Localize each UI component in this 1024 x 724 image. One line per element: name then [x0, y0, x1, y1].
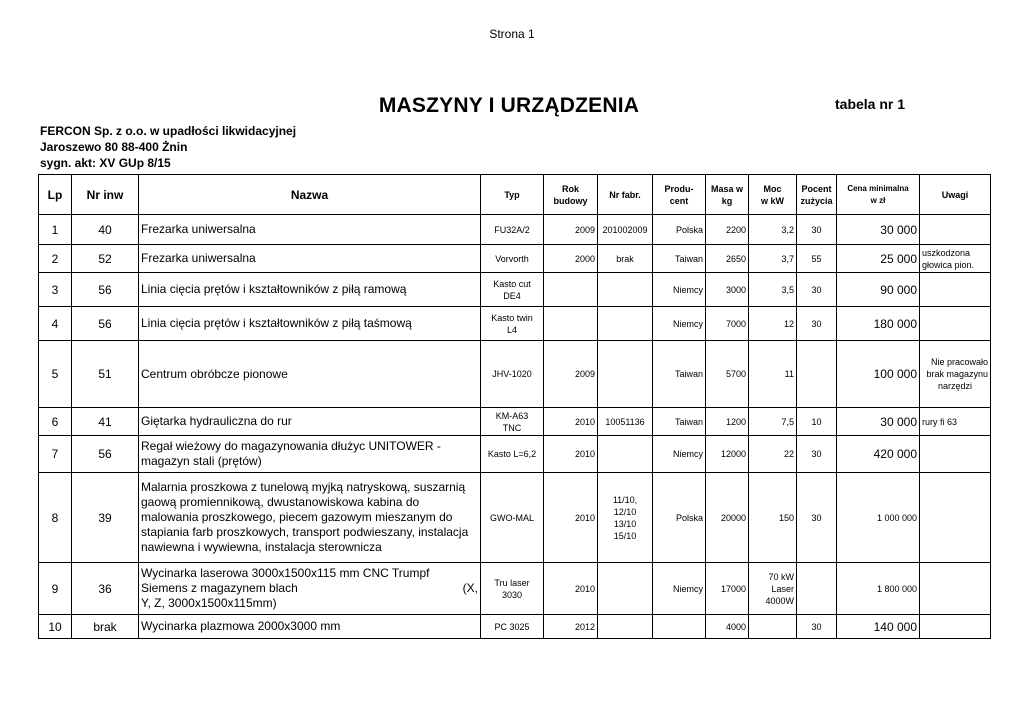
- company-name: FERCON Sp. z o.o. w upadłości likwidacyjnej: [40, 124, 297, 138]
- col-rok-budowy: Rok budowy: [544, 175, 598, 215]
- table-number: tabela nr 1: [835, 96, 906, 112]
- col-nr-inw: Nr inw: [72, 175, 139, 215]
- table-row: 8 39 Malarnia proszkowa z tunelową myjką natryskową, suszarnią gaową promiennikową, dwustanowiskowa kabina do malowania proszkowego, piecem gazowym mieszanym do stapiania farb proszkowych, transport podwieszany, instalacja nawiewna i wywiewna, instalacja sterownicza GWO-MAL 2010 11/10, 12/10 13/10 15/10 Polska 20000 150 30 1 000 000: [39, 473, 991, 563]
- company-info: [40, 123, 296, 171]
- col-lp: Lp: [39, 175, 72, 215]
- table-row: 10 brak Wycinarka plazmowa 2000x3000 mm PC 3025 2012 4000 30 140 000: [39, 615, 991, 639]
- table-row: 4 56 Linia cięcia prętów i kształtowników z piłą taśmową Kasto twin L4 Niemcy 7000 12 30 180 000: [39, 307, 991, 341]
- machines-table: [38, 174, 991, 639]
- col-moc: Moc w kW: [749, 175, 797, 215]
- col-producent: Produ- cent: [653, 175, 706, 215]
- col-masa: Masa w kg: [706, 175, 749, 215]
- col-pocent: Pocent zużycia: [797, 175, 837, 215]
- table-row: 6 41 Giętarka hydrauliczna do rur KM-A63 TNC 2010 10051136 Taiwan 1200 7,5 10 30 000 rury fi 63: [39, 408, 991, 436]
- company-address: Jaroszewo 80 88-400 Żnin: [40, 140, 188, 154]
- table-row: 9 36 Wycinarka laserowa 3000x1500x115 mm CNC Trumpf Siemens z magazynem blach (X, Y, Z, 3000x1500x115mm) Tru laser 3030 2010 Niemcy 17000 70 kW Laser 4000W 1 800 000: [39, 563, 991, 615]
- table-row: 7 56 Regał wieżowy do magazynowania dłużyc UNITOWER - magazyn stali (prętów) Kasto L=6,2 2010 Niemcy 12000 22 30 420 000: [39, 436, 991, 473]
- col-cena: Cena minimalna w zł: [837, 175, 920, 215]
- col-nazwa: Nazwa: [139, 175, 481, 215]
- page-header: Strona 1: [489, 27, 535, 41]
- col-nr-fabr: Nr fabr.: [598, 175, 653, 215]
- table-header-row: [39, 175, 991, 215]
- col-typ: Typ: [481, 175, 544, 215]
- case-number: sygn. akt: XV GUp 8/15: [40, 156, 171, 170]
- table-row: 1 40 Frezarka uniwersalna FU32A/2 2009 201002009 Polska 2200 3,2 30 30 000: [39, 215, 991, 245]
- document-title: MASZYNY I URZĄDZENIA: [378, 94, 640, 117]
- table-row: 2 52 Frezarka uniwersalna Vorvorth 2000 brak Taiwan 2650 3,7 55 25 000 uszkodzona głowica pion.: [39, 245, 991, 273]
- table-row: 5 51 Centrum obróbcze pionowe JHV-1020 2009 Taiwan 5700 11 100 000 Nie pracowało brak magazynu narzędzi: [39, 341, 991, 408]
- table-row: 3 56 Linia cięcia prętów i kształtowników z piłą ramową Kasto cut DE4 Niemcy 3000 3,5 30 90 000: [39, 273, 991, 307]
- col-uwagi: Uwagi: [920, 175, 991, 215]
